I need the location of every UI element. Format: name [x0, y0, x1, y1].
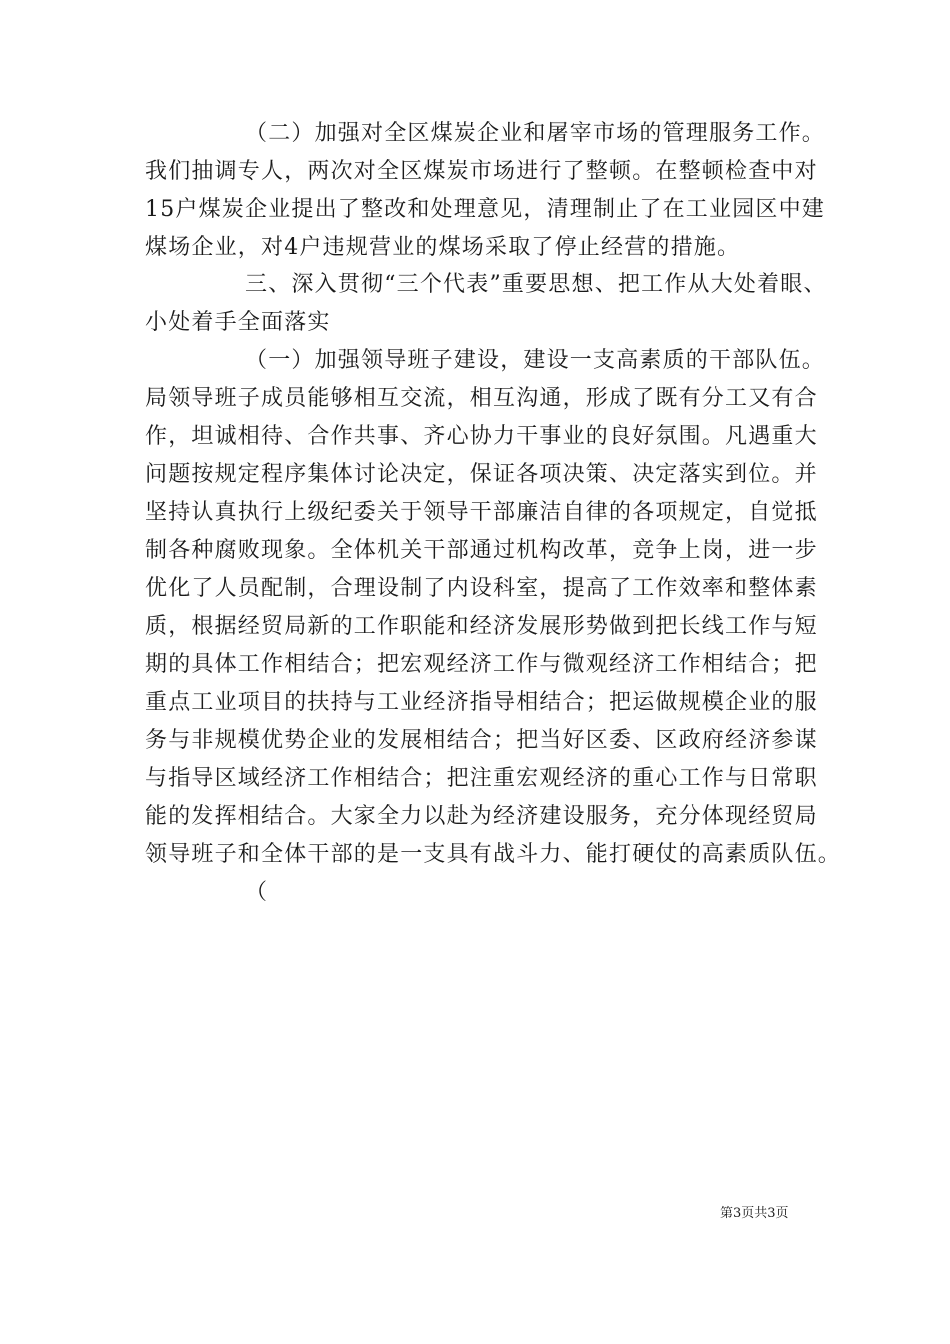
- paragraph-line: 煤场企业，对4户违规营业的煤场采取了停止经营的措施。: [145, 235, 741, 260]
- paragraph-line: 作，坦诚相待、合作共事、齐心协力干事业的良好氛围。凡遇重大: [145, 424, 818, 449]
- paragraph-line: 15户煤炭企业提出了整改和处理意见，清理制止了在工业园区中建: [145, 197, 825, 222]
- paragraph-line: 重点工业项目的扶持与工业经济指导相结合；把运做规模企业的服: [145, 690, 818, 715]
- paragraph-line: 能的发挥相结合。大家全力以赴为经济建设服务，充分体现经贸局: [145, 804, 818, 829]
- paragraph-line: （: [245, 880, 269, 905]
- paragraph-line: 领导班子和全体干部的是一支具有战斗力、能打硬仗的高素质队伍。: [145, 842, 842, 867]
- paragraph-line: 期的具体工作相结合；把宏观经济工作与微观经济工作相结合；把: [145, 652, 818, 677]
- paragraph-line: 我们抽调专人，两次对全区煤炭市场进行了整顿。在整顿检查中对: [145, 159, 818, 184]
- paragraph-line: （二）加强对全区煤炭企业和屠宰市场的管理服务工作。: [245, 121, 826, 146]
- paragraph-line: 制各种腐败现象。全体机关干部通过机构改革，竞争上岗，进一步: [145, 538, 818, 563]
- paragraph-line: 问题按规定程序集体讨论决定，保证各项决策、决定落实到位。并: [145, 462, 818, 487]
- paragraph-line: 局领导班子成员能够相互交流，相互沟通，形成了既有分工又有合: [145, 386, 818, 411]
- paragraph-line: 坚持认真执行上级纪委关于领导干部廉洁自律的各项规定，自觉抵: [145, 500, 818, 525]
- section-heading-line: 三、深入贯彻“三个代表”重要思想、把工作从大处着眼、: [245, 272, 827, 297]
- page-number-footer: 第3页共3页: [720, 1206, 789, 1221]
- paragraph-line: 优化了人员配制，合理设制了内设科室，提高了工作效率和整体素: [145, 576, 818, 601]
- paragraph-line: 务与非规模优势企业的发展相结合；把当好区委、区政府经济参谋: [145, 728, 818, 753]
- section-heading-line: 小处着手全面落实: [145, 310, 331, 335]
- paragraph-line: 质，根据经贸局新的工作职能和经济发展形势做到把长线工作与短: [145, 614, 818, 639]
- paragraph-line: 与指导区域经济工作相结合；把注重宏观经济的重心工作与日常职: [145, 766, 818, 791]
- paragraph-line: （一）加强领导班子建设，建设一支高素质的干部队伍。: [245, 348, 826, 373]
